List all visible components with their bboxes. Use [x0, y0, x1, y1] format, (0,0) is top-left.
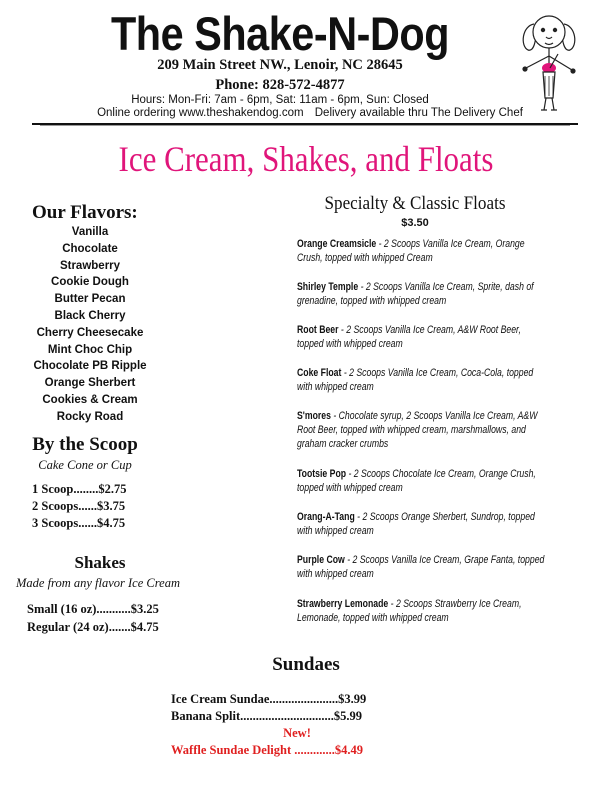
- flavors-title: Our Flavors:: [32, 202, 138, 223]
- float-item: [297, 409, 547, 451]
- float-name: Purple Cow: [297, 554, 345, 566]
- flavor-item: Mint Choc Chip: [47, 343, 133, 356]
- header-divider-shadow: [40, 125, 570, 126]
- flavor-item: Orange Sherbert: [44, 377, 136, 390]
- float-description: - 2 Scoops Vanilla Ice Cream, A&W Root Beer, topped with whipped cream: [297, 324, 521, 350]
- float-name: S'mores: [297, 410, 331, 422]
- float-item: [297, 237, 547, 265]
- float-description: - 2 Scoops Strawberry Ice Cream, Lemonade, topped with whipped cream: [297, 598, 522, 624]
- float-description: - 2 Scoops Chocolate Ice Cream, Orange Crush, topped with whipped cream: [297, 468, 536, 494]
- float-name: Coke Float: [297, 367, 342, 379]
- flavor-item: Chocolate: [62, 242, 118, 255]
- flavor-item: Chocolate PB Ripple: [33, 360, 147, 373]
- restaurant-hours: Hours: Mon-Fri: 7am - 6pm, Sat: 11am - 6pm, Sun: Closed: [131, 94, 429, 106]
- float-item: [297, 323, 547, 351]
- flavor-item: Cookie Dough: [51, 276, 129, 289]
- flavor-item: Cherry Cheesecake: [36, 326, 144, 339]
- float-item: [297, 280, 547, 308]
- restaurant-phone: Phone: 828-572-4877: [215, 77, 345, 93]
- shake-price-item: Regular (24 oz).......$4.75: [27, 620, 159, 634]
- flavor-item: Vanilla: [71, 226, 109, 238]
- sundae-price-item: Ice Cream Sundae......................$3.99: [171, 692, 367, 706]
- float-description: - 2 Scoops Vanilla Ice Cream, Grape Fanta, topped with whipped cream: [297, 554, 545, 580]
- delivery-info: Delivery available thru The Delivery Chef: [314, 107, 523, 119]
- new-badge: New!: [283, 726, 311, 740]
- float-description: - Chocolate syrup, 2 Scoops Vanilla Ice Cream, A&W Root Beer, topped with whipped cream, marshmallows, and graham cracker crumbs: [297, 410, 538, 450]
- dog-with-milkshake-icon: [514, 10, 596, 112]
- shakes-title: Shakes: [74, 553, 126, 572]
- flavor-item: Strawberry: [59, 259, 121, 272]
- float-item: [297, 467, 547, 495]
- float-item: [297, 597, 547, 625]
- featured-sundae-item: Waffle Sundae Delight .............$4.49: [171, 743, 364, 757]
- sundaes-title: Sundaes: [272, 654, 340, 675]
- restaurant-title: The Shake-N-Dog: [110, 7, 450, 60]
- scoop-price-item: 1 Scoop........$2.75: [32, 482, 127, 496]
- float-name: Shirley Temple: [297, 281, 359, 293]
- page-title: Ice Cream, Shakes, and Floats: [118, 139, 494, 179]
- float-description: - 2 Scoops Vanilla Ice Cream, Sprite, dash of grenadine, topped with whipped cream: [297, 281, 534, 307]
- online-ordering-link[interactable]: Online ordering www.theshakendog.com: [97, 107, 304, 119]
- sundae-price-item: Banana Split..............................$5.99: [171, 709, 363, 723]
- flavor-item: Cookies & Cream: [42, 393, 138, 406]
- float-name: Orange Creamsicle: [297, 238, 377, 250]
- scoop-subtitle: Cake Cone or Cup: [38, 458, 132, 472]
- shake-price-item: Small (16 oz)...........$3.25: [27, 602, 159, 616]
- float-item: [297, 366, 547, 394]
- float-description: - 2 Scoops Vanilla Ice Cream, Orange Crush, topped with whipped Cream: [297, 238, 525, 264]
- restaurant-address: 209 Main Street NW., Lenoir, NC 28645: [157, 57, 403, 73]
- float-name: Strawberry Lemonade: [297, 598, 389, 610]
- scoop-price-item: 3 Scoops......$4.75: [32, 516, 126, 530]
- flavor-item: Rocky Road: [56, 410, 124, 423]
- flavor-item: Butter Pecan: [54, 293, 126, 306]
- flavors-list: [0, 224, 180, 426]
- shakes-subtitle: Made from any flavor Ice Cream: [16, 576, 180, 590]
- floats-price: $3.50: [401, 217, 429, 229]
- float-description: - 2 Scoops Vanilla Ice Cream, Coca-Cola, topped with whipped cream: [297, 367, 534, 393]
- floats-title: Specialty & Classic Floats: [324, 193, 506, 214]
- float-name: Root Beer: [297, 324, 339, 336]
- scoop-price-item: 2 Scoops......$3.75: [32, 499, 126, 513]
- float-description: - 2 Scoops Orange Sherbert, Sundrop, topped with whipped cream: [297, 511, 535, 537]
- scoop-title: By the Scoop: [32, 434, 138, 455]
- float-name: Tootsie Pop: [297, 468, 347, 480]
- float-item: [297, 553, 547, 581]
- float-item: [297, 510, 547, 538]
- flavor-item: Black Cherry: [54, 309, 126, 322]
- float-name: Orang-A-Tang: [297, 511, 355, 523]
